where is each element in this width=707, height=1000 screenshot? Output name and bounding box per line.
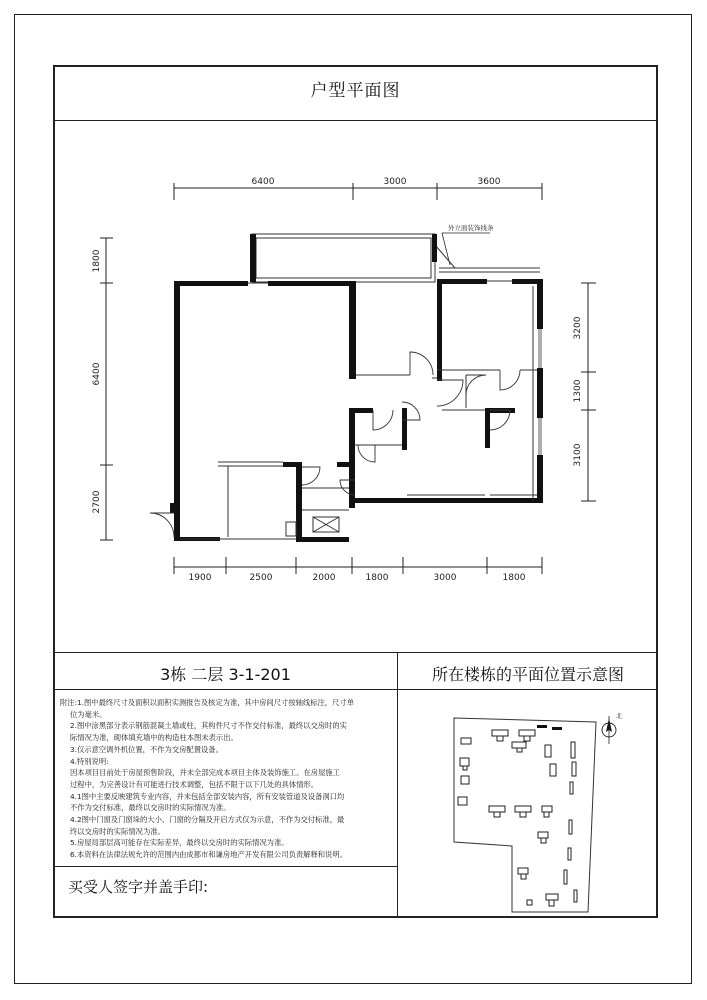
dimension-label: 3600 <box>477 177 501 187</box>
note-line: 终以交房时的实际情况为准。 <box>70 826 165 836</box>
dimension-label: 3000 <box>433 573 457 583</box>
callout-label: 外立面装饰线条 <box>448 224 494 232</box>
walls <box>170 279 543 542</box>
callout <box>442 223 494 265</box>
signature-divider <box>53 866 398 867</box>
note-line: 5.房屋局部层高可能存在实际差异，最终以交房时的实际情况为准。 <box>70 838 289 848</box>
site-plan <box>398 690 656 916</box>
note-line: 不作为交付标准，最终以交房时的实际情况为准。 <box>70 803 231 813</box>
note-line: 2.图中涂黑部分表示钢筋混凝土墙或柱，其构件尺寸不作交付标准，最终以交房时的实 <box>70 721 347 731</box>
building-outlines <box>458 730 577 906</box>
dimension-label: 2500 <box>249 573 273 583</box>
doors <box>150 352 520 537</box>
note-line: 4.特别说明: <box>70 756 109 766</box>
dimension-label: 1900 <box>188 573 212 583</box>
site-plan-title: 所在楼栋的平面位置示意图 <box>431 665 624 684</box>
note-line: 过程中，为完善设计有可能进行技术调整，包括不限于以下几处的具体情形。 <box>70 779 319 789</box>
page-title: 户型平面图 <box>310 81 401 101</box>
note-line: 位为毫米。 <box>70 709 107 719</box>
dimension-label: 6400 <box>92 362 102 386</box>
signature-label: 买受人签字并盖手印: <box>68 878 209 896</box>
dimension-label: 3200 <box>573 316 583 340</box>
dimension-label: 2000 <box>312 573 336 583</box>
dimension-label: 2700 <box>92 490 102 514</box>
highlighted-buildings <box>537 725 562 730</box>
note-line: 6.本资料在法律法规允许的范围内由成都市和谦房地产开发有限公司负责解释和说明。 <box>70 850 347 860</box>
shaft <box>286 517 339 536</box>
compass-icon <box>602 712 622 744</box>
dimension-label: 1800 <box>502 573 526 583</box>
note-line: 因本项目目前处于房屋预售阶段，并未全部完成本项目主体及装饰施工。在房屋施工 <box>70 768 340 778</box>
note-line: 4.2图中门窗及门窗垛的大小、门窗的分隔及开启方式仅为示意，不作为交付标准，最 <box>70 815 345 825</box>
dimension-label: 6400 <box>251 177 275 187</box>
note-line: 附注:1.图中最终尺寸及面积以面积实测报告及核定为准，其中房间尺寸按轴线标注，尺寸单 <box>60 698 354 707</box>
notes-block <box>60 697 396 861</box>
plan-divider <box>53 652 658 653</box>
dimension-label: 3000 <box>383 177 407 187</box>
dimension-label: 1800 <box>365 573 389 583</box>
dimension-label: 1800 <box>92 249 102 273</box>
compass-label: 北 <box>616 713 623 720</box>
dimension-label: 3100 <box>573 443 583 467</box>
dimension-label: 1300 <box>573 379 583 403</box>
note-line: 4.1图中主要反映建筑专业内容，并未包括全部安装内容，所有安装管道及设备洞口均 <box>70 791 345 801</box>
floor-plan <box>53 118 658 652</box>
note-line: 3.仅示意空调外机位置，不作为交房配置设备。 <box>70 744 223 754</box>
note-line: 际情况为准，砌体填充墙中的构造柱本图未表示出。 <box>70 733 238 743</box>
balcony <box>252 234 540 282</box>
unit-title: 3栋 二层 3-1-201 <box>160 665 291 684</box>
